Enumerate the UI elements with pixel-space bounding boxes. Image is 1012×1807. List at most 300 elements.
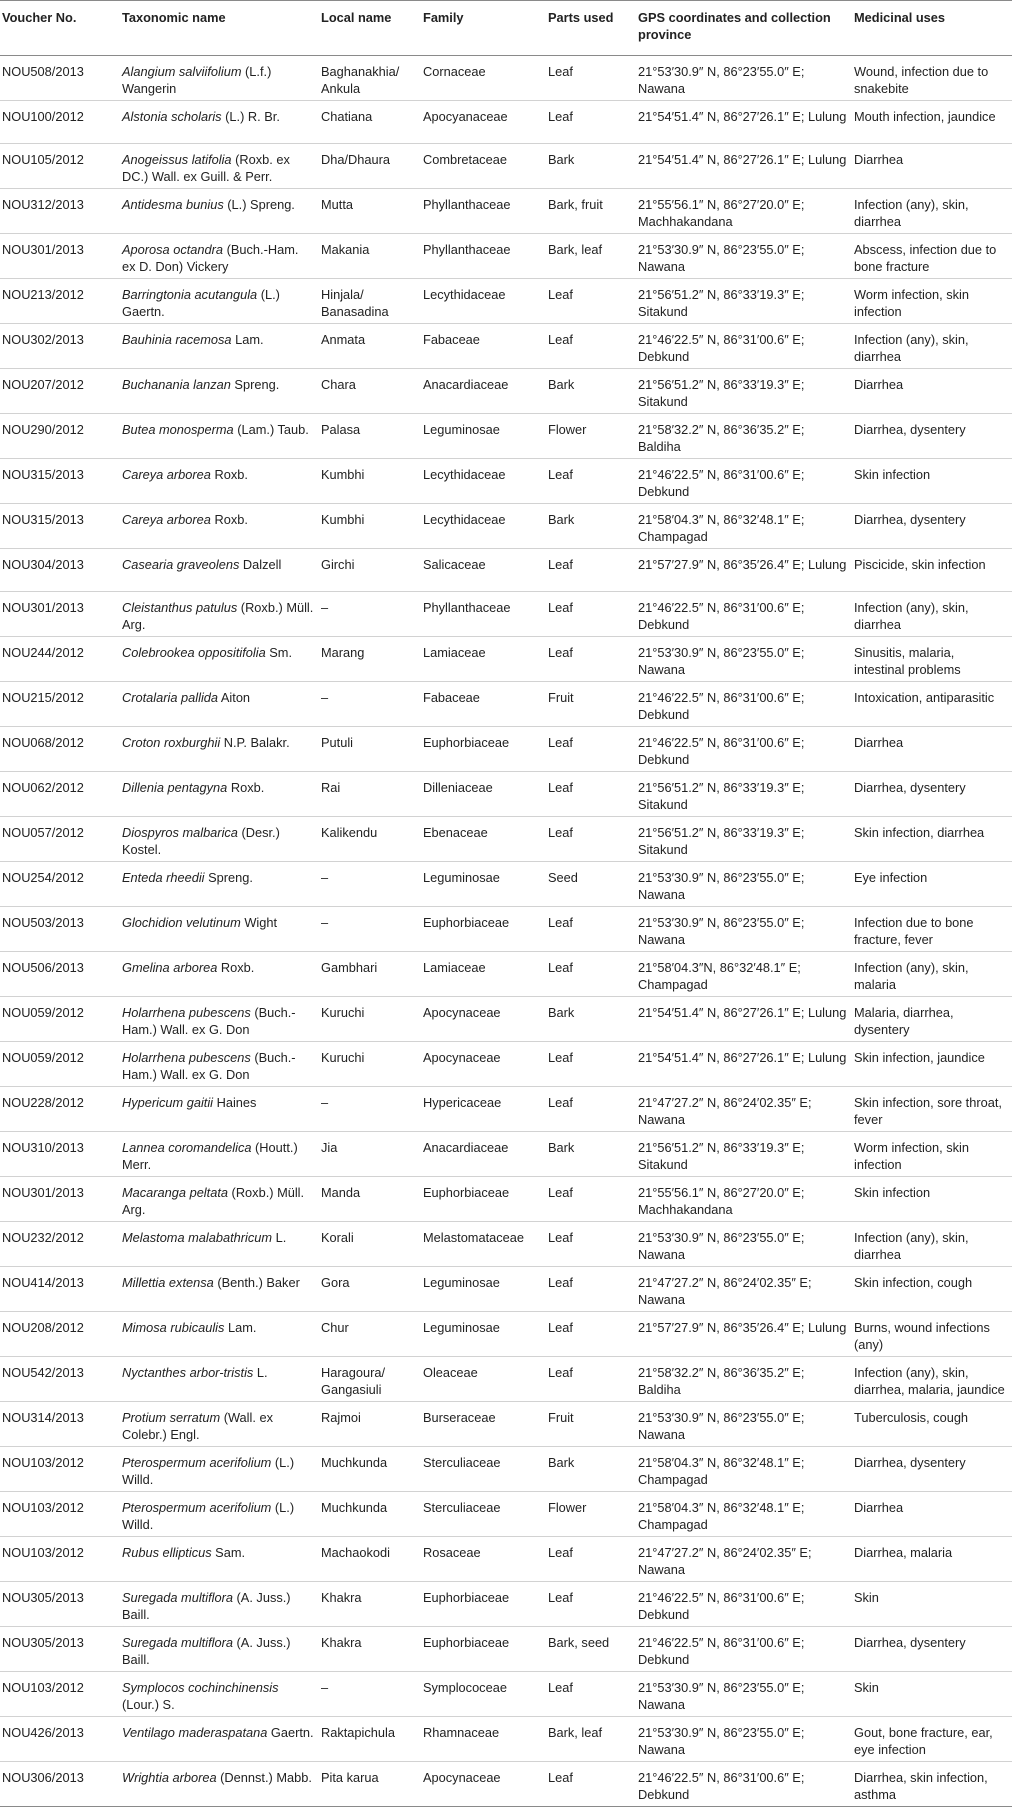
cell-local-name: – [321,1095,329,1110]
cell-taxonomic-name [120,1762,319,1807]
header-parts-used: Parts used [548,10,614,25]
cell-gps: 21°47′27.2″ N, 86°24′02.35″ E; Nawana [638,1095,812,1127]
cell-parts-used: Leaf [548,1050,573,1065]
species-name: Casearia graveolens [122,557,240,572]
cell-voucher: NOU414/2013 [2,1275,84,1290]
cell-family: Lecythidaceae [423,287,506,302]
cell-medicinal-uses: Diarrhea, dysentery [854,1635,966,1650]
cell-local-name: – [321,915,329,930]
cell-voucher: NOU228/2012 [2,1095,84,1110]
cell-taxonomic-name [120,1672,319,1717]
cell-family: Salicaceae [423,557,486,572]
cell-local-name: – [321,1680,329,1695]
species-name: Careya arborea [122,512,211,527]
cell-family: Anacardiaceae [423,377,509,392]
cell-family: Sterculiaceae [423,1455,501,1470]
cell-medicinal-uses: Sinusitis, malaria, intestinal problems [854,645,961,677]
cell-medicinal-uses: Skin infection [854,1185,931,1200]
species-authority: (L.) Willd. [122,1500,295,1532]
cell-parts-used: Leaf [548,915,573,930]
cell-taxonomic-name [120,1627,319,1672]
cell-gps: 21°54′51.4″ N, 86°27′26.1″ E; Lulung [638,109,847,124]
cell-medicinal-uses: Skin [854,1680,879,1695]
table-row [0,862,1012,907]
cell-parts-used: Fruit [548,1410,574,1425]
table-row [0,1042,1012,1087]
table-row [0,772,1012,817]
species-name: Pterospermum acerifolium [122,1455,272,1470]
cell-taxonomic-name [120,817,319,862]
cell-parts-used: Leaf [548,64,573,79]
species-authority: (Lour.) S. [122,1697,175,1712]
cell-taxonomic-name [120,56,319,101]
species-name: Nyctanthes arbor-tristis [122,1365,254,1380]
cell-gps: 21°53′30.9″ N, 86°23′55.0″ E; Nawana [638,645,805,677]
cell-voucher: NOU059/2012 [2,1050,84,1065]
table-row [0,144,1012,189]
cell-parts-used: Leaf [548,467,573,482]
cell-voucher: NOU290/2012 [2,422,84,437]
species-name: Barringtonia acutangula [122,287,258,302]
species-authority: Roxb. [210,467,248,482]
cell-voucher: NOU305/2013 [2,1635,84,1650]
cell-local-name: Palasa [321,422,361,437]
cell-parts-used: Leaf [548,960,573,975]
cell-family: Lamiaceae [423,960,486,975]
cell-medicinal-uses: Skin infection, diarrhea [854,825,985,840]
cell-parts-used: Bark [548,512,575,527]
cell-parts-used: Leaf [548,1545,573,1560]
cell-medicinal-uses: Tuberculosis, cough [854,1410,969,1425]
cell-taxonomic-name [120,189,319,234]
species-name: Dillenia pentagyna [122,780,228,795]
cell-gps: 21°58′04.3″ N, 86°32′48.1″ E; Champagad [638,1455,805,1487]
cell-voucher: NOU103/2012 [2,1680,84,1695]
cell-parts-used: Leaf [548,600,573,615]
cell-gps: 21°54′51.4″ N, 86°27′26.1″ E; Lulung [638,152,847,167]
cell-local-name: Khakra [321,1635,362,1650]
species-authority: Spreng. [230,377,280,392]
cell-taxonomic-name [120,279,319,324]
cell-parts-used: Bark [548,1455,575,1470]
table-row [0,1627,1012,1672]
cell-gps: 21°46′22.5″ N, 86°31′00.6″ E; Debkund [638,735,805,767]
species-name: Ventilago maderaspatana [122,1725,268,1740]
cell-gps: 21°55′56.1″ N, 86°27′20.0″ E; Machhakandana [638,1185,805,1217]
species-name: Macaranga peltata [122,1185,228,1200]
cell-voucher: NOU103/2012 [2,1455,84,1470]
cell-gps: 21°46′22.5″ N, 86°31′00.6″ E; Debkund [638,467,805,499]
cell-parts-used: Leaf [548,109,573,124]
species-authority: (Dennst.) Mabb. [216,1770,312,1785]
table-row [0,189,1012,234]
cell-family: Dilleniaceae [423,780,493,795]
species-authority: N.P. Balakr. [220,735,290,750]
cell-medicinal-uses: Diarrhea [854,1500,904,1515]
species-name: Careya arborea [122,467,211,482]
species-authority: Haines [213,1095,257,1110]
cell-parts-used: Bark, leaf [548,1725,603,1740]
species-name: Bauhinia racemosa [122,332,232,347]
cell-local-name: Baghanakhia/ Ankula [321,64,400,96]
cell-local-name: Korali [321,1230,354,1245]
cell-parts-used: Leaf [548,1365,573,1380]
species-name: Hypericum gaitii [122,1095,214,1110]
cell-taxonomic-name [120,907,319,952]
cell-voucher: NOU506/2013 [2,960,84,975]
cell-local-name: Putuli [321,735,354,750]
cell-medicinal-uses: Skin infection, jaundice [854,1050,985,1065]
species-name: Antidesma bunius [122,197,224,212]
cell-medicinal-uses: Abscess, infection due to bone fracture [854,242,997,274]
table-row [0,1402,1012,1447]
cell-taxonomic-name [120,1582,319,1627]
table-row [0,727,1012,772]
cell-voucher: NOU103/2012 [2,1545,84,1560]
cell-gps: 21°57′27.9″ N, 86°35′26.4″ E; Lulung [638,557,847,572]
species-authority: (Wall. ex Colebr.) Engl. [122,1410,273,1442]
cell-medicinal-uses: Infection (any), skin, diarrhea [854,600,969,632]
cell-gps: 21°58′04.3″N, 86°32′48.1″ E; Champagad [638,960,801,992]
cell-taxonomic-name [120,549,319,592]
cell-medicinal-uses: Diarrhea, malaria [854,1545,953,1560]
table-row [0,682,1012,727]
cell-medicinal-uses: Malaria, diarrhea, dysentery [854,1005,954,1037]
cell-medicinal-uses: Diarrhea, dysentery [854,512,966,527]
cell-voucher: NOU314/2013 [2,1410,84,1425]
cell-gps: 21°53′30.9″ N, 86°23′55.0″ E; Nawana [638,242,805,274]
table-row [0,637,1012,682]
cell-local-name: Chara [321,377,356,392]
cell-voucher: NOU254/2012 [2,870,84,885]
cell-taxonomic-name [120,459,319,504]
cell-medicinal-uses: Infection (any), skin, diarrhea [854,332,969,364]
cell-family: Apocyanaceae [423,109,508,124]
cell-family: Euphorbiaceae [423,735,510,750]
cell-family: Oleaceae [423,1365,478,1380]
table-row [0,1537,1012,1582]
cell-parts-used: Leaf [548,825,573,840]
cell-local-name: Chur [321,1320,349,1335]
cell-local-name: Hinjala/ Banasadina [321,287,389,319]
cell-gps: 21°53′30.9″ N, 86°23′55.0″ E; Nawana [638,1410,805,1442]
cell-parts-used: Leaf [548,735,573,750]
cell-local-name: Kumbhi [321,467,365,482]
cell-voucher: NOU207/2012 [2,377,84,392]
cell-taxonomic-name [120,1402,319,1447]
cell-voucher: NOU232/2012 [2,1230,84,1245]
cell-taxonomic-name [120,1267,319,1312]
cell-gps: 21°56′51.2″ N, 86°33′19.3″ E; Sitakund [638,1140,805,1172]
cell-family: Euphorbiaceae [423,1590,510,1605]
cell-local-name: Khakra [321,1590,362,1605]
cell-parts-used: Leaf [548,645,573,660]
cell-taxonomic-name [120,682,319,727]
species-name: Rubus ellipticus [122,1545,212,1560]
cell-medicinal-uses: Intoxication, antiparasitic [854,690,995,705]
species-name: Symplocos cochinchinensis [122,1680,279,1695]
table-row [0,1672,1012,1717]
cell-parts-used: Bark, fruit [548,197,603,212]
header-family: Family [423,10,464,25]
cell-gps: 21°56′51.2″ N, 86°33′19.3″ E; Sitakund [638,287,805,319]
cell-medicinal-uses: Infection (any), skin, diarrhea, malaria, jaundice [854,1365,1005,1397]
cell-gps: 21°53′30.9″ N, 86°23′55.0″ E; Nawana [638,1230,805,1262]
cell-medicinal-uses: Diarrhea [854,152,904,167]
species-authority: (L.) Spreng. [223,197,295,212]
cell-taxonomic-name [120,504,319,549]
cell-gps: 21°55′56.1″ N, 86°27′20.0″ E; Machhakandana [638,197,805,229]
cell-voucher: NOU542/2013 [2,1365,84,1380]
species-authority: Lam. [224,1320,257,1335]
cell-family: Fabaceae [423,690,480,705]
species-name: Pterospermum acerifolium [122,1500,272,1515]
species-authority: Spreng. [204,870,253,885]
cell-local-name: Kumbhi [321,512,365,527]
cell-medicinal-uses: Skin infection, sore throat, fever [854,1095,1002,1127]
table-row [0,324,1012,369]
cell-family: Apocynaceae [423,1050,501,1065]
cell-local-name: Rai [321,780,341,795]
cell-parts-used: Flower [548,1500,587,1515]
species-authority: Lam. [231,332,264,347]
cell-parts-used: Leaf [548,1320,573,1335]
cell-taxonomic-name [120,997,319,1042]
cell-local-name: Rajmoi [321,1410,361,1425]
species-name: Alstonia scholaris [122,109,222,124]
cell-parts-used: Fruit [548,690,574,705]
species-authority: L. [272,1230,287,1245]
cell-gps: 21°56′51.2″ N, 86°33′19.3″ E; Sitakund [638,780,805,812]
cell-voucher: NOU304/2013 [2,557,84,572]
table-header [0,1,1012,56]
cell-local-name: Muchkunda [321,1500,388,1515]
table-row [0,1267,1012,1312]
cell-taxonomic-name [120,414,319,459]
cell-family: Leguminosae [423,1275,500,1290]
header-taxonomic-name: Taxonomic name [122,10,226,25]
table-row [0,56,1012,101]
cell-medicinal-uses: Skin infection [854,467,931,482]
species-authority: Roxb. [227,780,265,795]
cell-family: Leguminosae [423,1320,500,1335]
table-row [0,234,1012,279]
species-name: Colebrookea oppositifolia [122,645,266,660]
cell-parts-used: Leaf [548,557,573,572]
cell-voucher: NOU103/2012 [2,1500,84,1515]
cell-medicinal-uses: Eye infection [854,870,928,885]
cell-parts-used: Bark [548,377,575,392]
cell-gps: 21°46′22.5″ N, 86°31′00.6″ E; Debkund [638,1590,805,1622]
cell-gps: 21°53′30.9″ N, 86°23′55.0″ E; Nawana [638,64,805,96]
cell-taxonomic-name [120,1357,319,1402]
cell-medicinal-uses: Worm infection, skin infection [854,1140,969,1172]
cell-taxonomic-name [120,1042,319,1087]
cell-gps: 21°54′51.4″ N, 86°27′26.1″ E; Lulung [638,1050,847,1065]
cell-family: Lecythidaceae [423,467,506,482]
cell-gps: 21°57′27.9″ N, 86°35′26.4″ E; Lulung [638,1320,847,1335]
cell-parts-used: Bark [548,1005,575,1020]
cell-local-name: Jia [321,1140,338,1155]
table-row [0,369,1012,414]
cell-family: Rosaceae [423,1545,481,1560]
species-name: Anogeissus latifolia [122,152,232,167]
cell-voucher: NOU301/2013 [2,242,84,257]
cell-family: Lamiaceae [423,645,486,660]
species-name: Suregada multiflora [122,1635,233,1650]
species-name: Mimosa rubicaulis [122,1320,225,1335]
table-row [0,549,1012,592]
cell-family: Phyllanthaceae [423,197,511,212]
cell-parts-used: Leaf [548,332,573,347]
cell-parts-used: Leaf [548,1185,573,1200]
table-row [0,279,1012,324]
cell-voucher: NOU059/2012 [2,1005,84,1020]
species-authority: (L.) R. Br. [221,109,280,124]
cell-local-name: Girchi [321,557,355,572]
header-row [0,1,1012,56]
cell-taxonomic-name [120,1492,319,1537]
cell-medicinal-uses: Burns, wound infections (any) [854,1320,990,1352]
cell-voucher: NOU306/2013 [2,1770,84,1785]
species-name: Glochidion velutinum [122,915,241,930]
species-authority: (Roxb.) Müll. Arg. [122,600,314,632]
table-row [0,1762,1012,1807]
cell-taxonomic-name [120,862,319,907]
cell-family: Euphorbiaceae [423,1635,510,1650]
table-row [0,1582,1012,1627]
cell-voucher: NOU100/2012 [2,109,84,124]
cell-voucher: NOU068/2012 [2,735,84,750]
species-authority: (Roxb. ex DC.) Wall. ex Guill. & Perr. [122,152,290,184]
species-authority: (Buch.-Ham.) Wall. ex G. Don [122,1005,296,1037]
cell-taxonomic-name [120,144,319,189]
cell-voucher: NOU426/2013 [2,1725,84,1740]
cell-voucher: NOU508/2013 [2,64,84,79]
cell-family: Euphorbiaceae [423,915,510,930]
cell-voucher: NOU057/2012 [2,825,84,840]
cell-gps: 21°46′22.5″ N, 86°31′00.6″ E; Debkund [638,1635,805,1667]
cell-taxonomic-name [120,1222,319,1267]
cell-voucher: NOU312/2013 [2,197,84,212]
cell-family: Sterculiaceae [423,1500,501,1515]
table-row [0,1717,1012,1762]
species-name: Melastoma malabathricum [122,1230,273,1245]
cell-family: Cornaceae [423,64,486,79]
cell-voucher: NOU215/2012 [2,690,84,705]
cell-parts-used: Flower [548,422,587,437]
cell-local-name: – [321,690,329,705]
cell-parts-used: Bark [548,1140,575,1155]
table-row [0,1492,1012,1537]
cell-family: Ebenaceae [423,825,488,840]
species-name: Alangium salviifolium [122,64,242,79]
cell-gps: 21°53′30.9″ N, 86°23′55.0″ E; Nawana [638,870,805,902]
cell-local-name: Anmata [321,332,366,347]
cell-local-name: Haragoura/ Gangasiuli [321,1365,386,1397]
table-row [0,592,1012,637]
cell-parts-used: Leaf [548,1230,573,1245]
cell-voucher: NOU503/2013 [2,915,84,930]
cell-taxonomic-name [120,1447,319,1492]
cell-taxonomic-name [120,772,319,817]
cell-local-name: Kuruchi [321,1005,365,1020]
cell-family: Combretaceae [423,152,507,167]
cell-gps: 21°54′51.4″ N, 86°27′26.1″ E; Lulung [638,1005,847,1020]
species-authority: Roxb. [217,960,255,975]
species-authority: Sam. [211,1545,246,1560]
species-name: Gmelina arborea [122,960,218,975]
cell-local-name: Manda [321,1185,361,1200]
cell-taxonomic-name [120,1087,319,1132]
cell-taxonomic-name [120,1717,319,1762]
species-authority: L. [253,1365,268,1380]
cell-taxonomic-name [120,234,319,279]
header-medicinal-uses: Medicinal uses [854,10,946,25]
species-name: Aporosa octandra [122,242,224,257]
cell-local-name: Gora [321,1275,350,1290]
cell-family: Apocynaceae [423,1005,501,1020]
species-name: Protium serratum [122,1410,221,1425]
cell-medicinal-uses: Gout, bone fracture, ear, eye infection [854,1725,993,1757]
cell-family: Symplococeae [423,1680,507,1695]
cell-gps: 21°53′30.9″ N, 86°23′55.0″ E; Nawana [638,1680,805,1712]
cell-family: Melastomataceae [423,1230,525,1245]
cell-medicinal-uses: Worm infection, skin infection [854,287,969,319]
cell-gps: 21°46′22.5″ N, 86°31′00.6″ E; Debkund [638,600,805,632]
cell-parts-used: Leaf [548,1770,573,1785]
cell-voucher: NOU302/2013 [2,332,84,347]
cell-medicinal-uses: Diarrhea [854,377,904,392]
cell-gps: 21°53′30.9″ N, 86°23′55.0″ E; Nawana [638,915,805,947]
cell-taxonomic-name [120,727,319,772]
table-row [0,1087,1012,1132]
cell-family: Phyllanthaceae [423,600,511,615]
cell-taxonomic-name [120,592,319,637]
cell-medicinal-uses: Skin infection, cough [854,1275,973,1290]
species-name: Crotalaria pallida [122,690,219,705]
cell-gps: 21°56′51.2″ N, 86°33′19.3″ E; Sitakund [638,825,805,857]
table-row [0,817,1012,862]
cell-local-name: Dha/Dhaura [321,152,391,167]
cell-family: Lecythidaceae [423,512,506,527]
table-row [0,1132,1012,1177]
table-row [0,459,1012,504]
cell-voucher: NOU208/2012 [2,1320,84,1335]
cell-parts-used: Leaf [548,1095,573,1110]
cell-medicinal-uses: Diarrhea, dysentery [854,1455,966,1470]
cell-medicinal-uses: Infection due to bone fracture, fever [854,915,974,947]
cell-family: Anacardiaceae [423,1140,509,1155]
species-name: Butea monosperma [122,422,234,437]
table-row [0,414,1012,459]
cell-local-name: Kuruchi [321,1050,365,1065]
cell-parts-used: Leaf [548,1590,573,1605]
cell-taxonomic-name [120,637,319,682]
cell-gps: 21°56′51.2″ N, 86°33′19.3″ E; Sitakund [638,377,805,409]
header-gps: GPS coordinates and collection province [638,10,831,42]
cell-gps: 21°58′32.2″ N, 86°36′35.2″ E; Baldiha [638,422,805,454]
cell-voucher: NOU105/2012 [2,152,84,167]
cell-voucher: NOU301/2013 [2,1185,84,1200]
cell-medicinal-uses: Skin [854,1590,879,1605]
cell-voucher: NOU062/2012 [2,780,84,795]
header-voucher: Voucher No. [2,10,77,25]
cell-taxonomic-name [120,324,319,369]
cell-parts-used: Bark, leaf [548,242,603,257]
species-name: Lannea coromandelica [122,1140,252,1155]
cell-local-name: Kalikendu [321,825,378,840]
